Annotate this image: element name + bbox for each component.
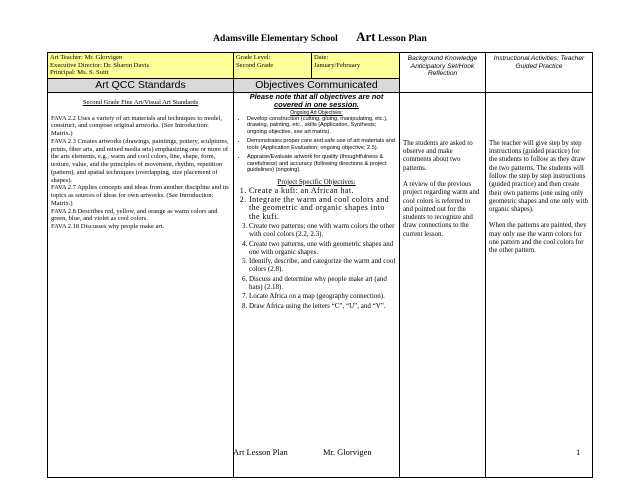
- lesson-plan-table: [47, 52, 593, 478]
- project-item: 3. Create two patterns; one with warm colors the other with cool colors (2.2, 2.3).: [249, 222, 396, 239]
- project-objectives-title: Project Specific Objectives:: [277, 177, 356, 186]
- background-paragraph: The students are asked to observe and make comments about two patterns.: [403, 139, 473, 172]
- standard-item: FAVA 2.2 Uses a variety of art materials and techniques to model, construct, and compose original artworks. (See Introduction: Matrix.): [51, 114, 222, 138]
- grade-label: Grade Level:: [236, 54, 271, 61]
- activities-cell: [486, 92, 593, 477]
- date-value: January/February: [314, 61, 361, 69]
- project-item: 1. Create a kufi: an African hat.: [249, 187, 396, 195]
- background-header: Background Knowledge Anticipatory Set/Hook Reflection: [400, 53, 486, 93]
- info-row: [48, 53, 593, 79]
- date-cell: [312, 53, 400, 79]
- note-line-2: covered in one session.: [273, 100, 360, 110]
- project-objectives-list: [237, 187, 396, 310]
- activities-paragraph: The teacher will give step by step instructions (guided practice) for the students to follow as they draw the two patterns. The students will follow the step by step instructions (guided practice) and then create their own patterns (one using only geometric shapes and one only with organic shapes).: [489, 139, 588, 214]
- document-header: [0, 29, 640, 45]
- ongoing-title: Ongoing Art Objectives:: [290, 109, 343, 116]
- ongoing-item: • Appraise/Evaluate artwork for quality (thoughtfulness & carefulness) and accuracy (following directions & project guidelines) (ongoing).: [247, 154, 396, 174]
- doc-type: Lesson Plan: [377, 34, 427, 44]
- project-item: 2. Integrate the warm and cool colors and the geometric and organic shapes into the kufi.: [249, 196, 396, 221]
- footer-teacher: Mr. Glorvigen: [323, 447, 372, 457]
- grade-value: Second Grade: [236, 61, 274, 69]
- standards-title: Second Grade Fine Art/Visual Art Standards: [82, 98, 199, 106]
- activities-paragraph: When the patterns are painted, they may only use the warm colors for one pattern and the cool colors for the other pattern.: [489, 222, 587, 255]
- date-label: Date:: [314, 54, 329, 61]
- standard-item: FAVA 2.18 Discusses why people make art.: [51, 223, 165, 231]
- ongoing-item: • Develop construction (cutting, gluing, manipulating, etc.), drawing, painting, etc., skills (Application, Synthesis; ongoing objective, see art matrix).: [247, 116, 396, 136]
- ongoing-item: • Demonstrates proper care and safe use of art materials and tools (Application Evaluation; ongoing objective; 2.5).: [247, 138, 396, 151]
- director-line: Executive Director: Dr. Sharon Davis: [50, 61, 150, 69]
- subject-title: Art: [356, 29, 376, 44]
- note-line-1: Please note that all objectives are not: [249, 91, 384, 101]
- teacher-line: Art Teacher: Mr. Glorvigen: [50, 54, 123, 61]
- background-paragraph: A review of the previous project regarding warm and cool colors is referred to and pointed out for the students to recognize and draw connections to the current lesson.: [403, 180, 480, 238]
- project-item: 7. Locate Africa on a map (geography connection).: [249, 292, 396, 300]
- background-cell: [400, 92, 486, 477]
- school-name: Adamsville Elementary School: [213, 34, 338, 44]
- content-row: [48, 92, 593, 477]
- objectives-cell: [234, 92, 400, 477]
- standard-item: FAVA 2.8 Describes red, yellow, and orange as warm colors and green, blue, and violet as cool colors.: [51, 207, 218, 223]
- project-item: 6. Discuss and determine why people make art (and hats) (2.18).: [249, 275, 396, 292]
- principal-line: Principal: Ms. S. Suitt: [50, 69, 109, 77]
- footer-title: Art Lesson Plan: [233, 447, 288, 457]
- staff-cell: [48, 53, 234, 79]
- ongoing-list: [237, 116, 396, 174]
- project-item: 4. Create two patterns, one with geometric shapes and one with organic shapes.: [249, 240, 396, 257]
- objectives-band: Objectives Communicated: [234, 78, 400, 92]
- project-item: 5. Identify, describe, and categorize the warm and cool colors (2.8).: [249, 257, 396, 274]
- standard-item: FAVA 2.3 Creates artworks (drawings, paintings, pottery, sculptures, prints, fiber arts, and mixed media arts) emphasizing one or more of the arts elements, e.g., warm and cool colors, line, shape, form, texture, value, and the principles of movement, rhythm, repetition (pattern), and spatial techniques (overlapping, size placement of shapes).: [51, 137, 229, 184]
- standard-item: FAVA 2.7 Applies concepts and ideas from another discipline and its topics as sources of ideas for own artworks. (See Introduction: Matrix.): [51, 184, 229, 207]
- page-number: 1: [576, 447, 581, 457]
- standards-cell: [48, 92, 234, 477]
- standards-band: Art QCC Standards: [48, 78, 234, 92]
- activities-header: Instructional Activities: Teacher Guided Practice: [486, 53, 593, 93]
- grade-cell: [234, 53, 312, 79]
- objectives-note: [237, 93, 396, 110]
- project-item: 8. Draw Africa using the letters “C”, “U”, and “V”.: [249, 302, 396, 310]
